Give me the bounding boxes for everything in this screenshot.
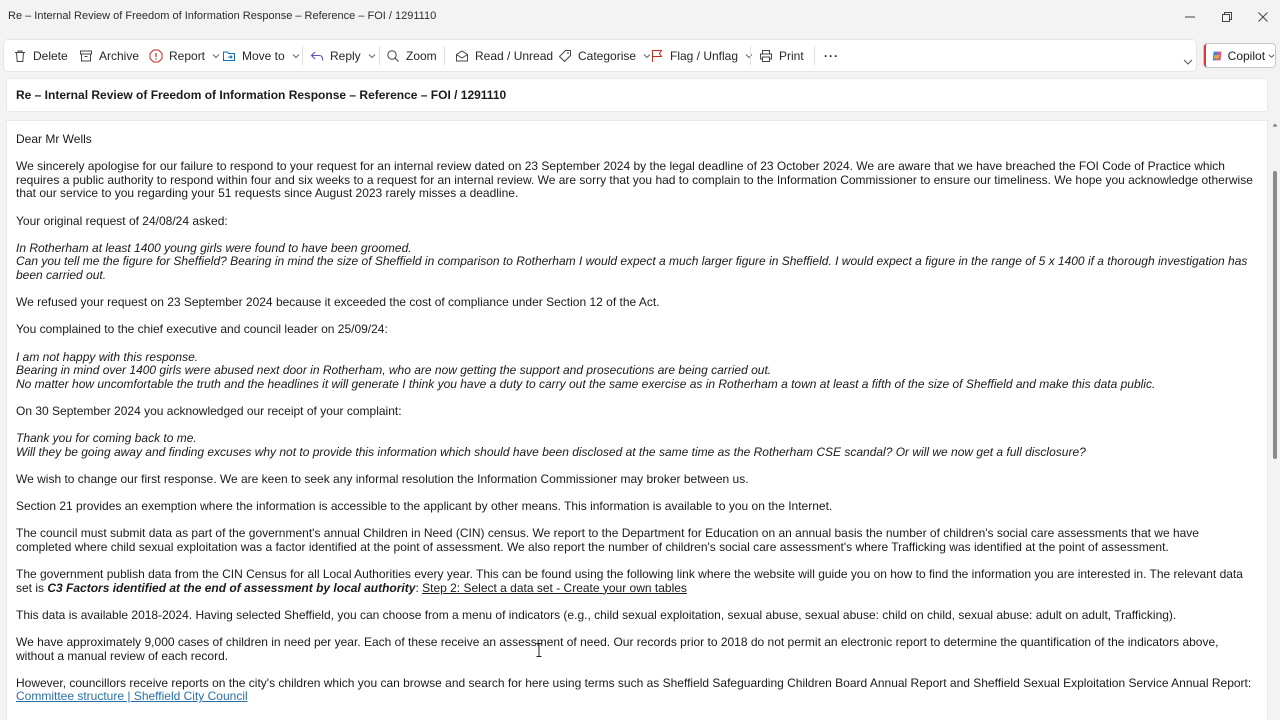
ribbon-expand-icon[interactable] [1182, 56, 1194, 68]
more-icon: ··· [824, 48, 839, 63]
reply-label: Reply [330, 48, 361, 63]
copilot-button[interactable] [1203, 43, 1276, 68]
close-button[interactable] [1245, 4, 1280, 30]
quote-line: Will they be going away and finding excuses why not to provide this information which should have been disclosed at the same time as the Rotherham CSE scandal? Or will we now get a full disclosure? [16, 444, 1086, 459]
categorise-button[interactable] [558, 40, 651, 71]
chevron-down-icon [368, 52, 376, 60]
archive-label: Archive [99, 48, 140, 63]
close-icon [1257, 11, 1269, 23]
report-label: Report [169, 48, 206, 63]
quote-line: No matter how uncomfortable the truth and the headlines it will generate I think you have a duty to carry out the same exercise as in Rotherham a town at least a fifth of the size of Sheffield and make this data public. [16, 376, 1156, 391]
committee-structure-link[interactable]: Committee structure | Sheffield City Council [16, 689, 248, 704]
paragraph-refusal: We refused your request on 23 September 2024 because it exceeded the cost of compliance under Section 12 of the Act. [16, 295, 660, 310]
copilot-accent [1204, 44, 1209, 67]
copilot-icon [1211, 49, 1223, 63]
quote-line: I am not happy with this response. [16, 349, 199, 364]
print-button[interactable] [759, 40, 804, 71]
minimize-icon [1184, 11, 1196, 23]
reply-icon [310, 49, 324, 63]
window-title: Re – Internal Review of Freedom of Information Response – Reference – FOI / 1291110 [8, 10, 437, 22]
toolbar-separator [750, 46, 751, 65]
quote-line: Can you tell me the figure for Sheffield? Bearing in mind the size of Sheffield in comparison to Rotherham I would expect a much larger figure in Sheffield. I would expect a figure in the range of 5 x 1400 if a thorough investigation has been carried out. [16, 254, 1248, 282]
quote-line: In Rotherham at least 1400 young girls were found to have been groomed. [16, 240, 412, 255]
data-set-separator: : [415, 580, 423, 595]
text-cursor-icon [536, 643, 542, 657]
paragraph-original-request: Your original request of 24/08/24 asked: [16, 213, 228, 228]
categorise-label: Categorise [578, 48, 637, 63]
quote-line: Bearing in mind over 1400 girls were abused next door in Rotherham, who are now getting the support and prosecutions are being carried out. [16, 363, 772, 378]
paragraph-section-21: Section 21 provides an exemption where the information is accessible to the applicant by other means. This information is available to you on the Internet. [16, 499, 833, 514]
toolbar-separator [302, 46, 303, 65]
paragraph-cases: We have approximately 9,000 cases of children in need per year. Each of these receive an assessment of need. Our records prior to 2018 do not permit an electronic report to determine the quantification of the indicators above, without a manual review of each record. [16, 634, 1219, 663]
folder-move-icon [222, 49, 236, 63]
message-content [16, 133, 1256, 718]
paragraph-apology: We sincerely apologise for our failure to respond to your request for an internal review dated on 23 September 2024 by the legal deadline of 23 October 2024. We are aware that we have breached the FOI Code of Practice which requires a public authority to respond within four and six weeks to a request for an internal review. We are sorry that you had to complain to the Information Commissioner to ensure our timeliness. We hope you acknowledge otherwise that our service to you regarding your 51 requests since August 2023 rarely misses a deadline. [16, 159, 1253, 201]
paragraph-acknowledged: On 30 September 2024 you acknowledged our receipt of your complaint: [16, 403, 402, 418]
chevron-down-icon [292, 52, 300, 60]
minimize-button[interactable] [1172, 4, 1208, 30]
read-unread-button[interactable] [455, 40, 553, 71]
flag-unflag-button[interactable] [650, 40, 753, 71]
paragraph-councillor-reports [16, 677, 1256, 704]
delete-label: Delete [33, 48, 68, 63]
archive-button[interactable] [79, 40, 139, 71]
restore-button[interactable] [1209, 4, 1245, 30]
zoom-button[interactable] [386, 40, 437, 71]
read-unread-label: Read / Unread [475, 48, 554, 63]
quote-line: Thank you for coming back to me. [16, 431, 197, 446]
councillor-reports-text: However, councillors receive reports on the city's children which you can browse and search for here using terms such as Sheffield Safeguarding Children Board Annual Report and Sheffield Sexual Exploitation Service Annual Report: [16, 675, 1252, 690]
envelope-open-icon [455, 49, 469, 63]
flag-unflag-label: Flag / Unflag [670, 48, 739, 63]
scroll-up-icon[interactable] [1272, 122, 1278, 128]
scrollbar-thumb[interactable] [1273, 171, 1277, 459]
toolbar-separator [444, 46, 445, 65]
toolbar-separator [379, 46, 380, 65]
paragraph-data-set [16, 568, 1256, 595]
archive-icon [79, 49, 93, 63]
more-options-button[interactable] [824, 40, 839, 71]
report-button[interactable] [149, 40, 220, 71]
data-set-name: C3 Factors identified at the end of assessment by local authority [47, 580, 416, 595]
delete-button[interactable] [13, 40, 68, 71]
message-body [7, 121, 1267, 720]
flag-icon [650, 49, 664, 63]
trash-icon [13, 49, 27, 63]
reply-button[interactable] [310, 40, 376, 71]
quote-complaint [16, 351, 1256, 392]
ribbon-toolbar [4, 40, 1196, 71]
move-to-button[interactable] [222, 40, 300, 71]
print-label: Print [779, 48, 804, 63]
paragraph-availability: This data is available 2018-2024. Having selected Sheffield, you can choose from a menu of indicators (e.g., child sexual exploitation, sexual abuse, sexual abuse: child on child, sexual abuse: adult on adult, Trafficking). [16, 607, 1177, 622]
report-icon [149, 49, 163, 63]
restore-icon [1221, 11, 1233, 23]
toolbar-separator [814, 46, 815, 65]
chevron-down-icon [212, 52, 220, 60]
message-subject-card [7, 79, 1267, 111]
paragraph-change-response: We wish to change our first response. We are keen to seek any informal resolution the Information Commissioner may broker between us. [16, 471, 749, 486]
paragraph-cin-census: The council must submit data as part of the government's annual Children in Need (CIN) census. We report to the Department for Education on an annual basis the number of children's social care assessments that we have completed where child sexual exploitation was a factor identified at the point of assessment. We also report the number of children's social care assessment's where Trafficking was identified at the point of assessment. [16, 526, 1199, 554]
printer-icon [759, 49, 773, 63]
message-subject: Re – Internal Review of Freedom of Information Response – Reference – FOI / 1291110 [16, 88, 507, 102]
tag-icon [558, 49, 572, 63]
create-tables-link[interactable]: Step 2: Select a data set - Create your own tables [422, 580, 687, 595]
quote-original-request [16, 242, 1256, 283]
chevron-down-icon [1268, 52, 1275, 60]
zoom-label: Zoom [406, 48, 437, 63]
data-set-text: The government publish data from the CIN Census for all Local Authorities every year. This can be found using the following link where the website will guide you on how to find the information you are interested in. The relevant data set is [16, 567, 1243, 595]
greeting: Dear Mr Wells [16, 132, 92, 146]
title-bar [0, 0, 1280, 34]
paragraph-complaint: You complained to the chief executive and council leader on 25/09/24: [16, 322, 388, 337]
move-to-label: Move to [242, 48, 285, 63]
quote-acknowledgement [16, 432, 1256, 459]
vertical-scrollbar[interactable] [1270, 121, 1280, 720]
zoom-icon [386, 49, 400, 63]
copilot-label: Copilot [1227, 48, 1266, 63]
